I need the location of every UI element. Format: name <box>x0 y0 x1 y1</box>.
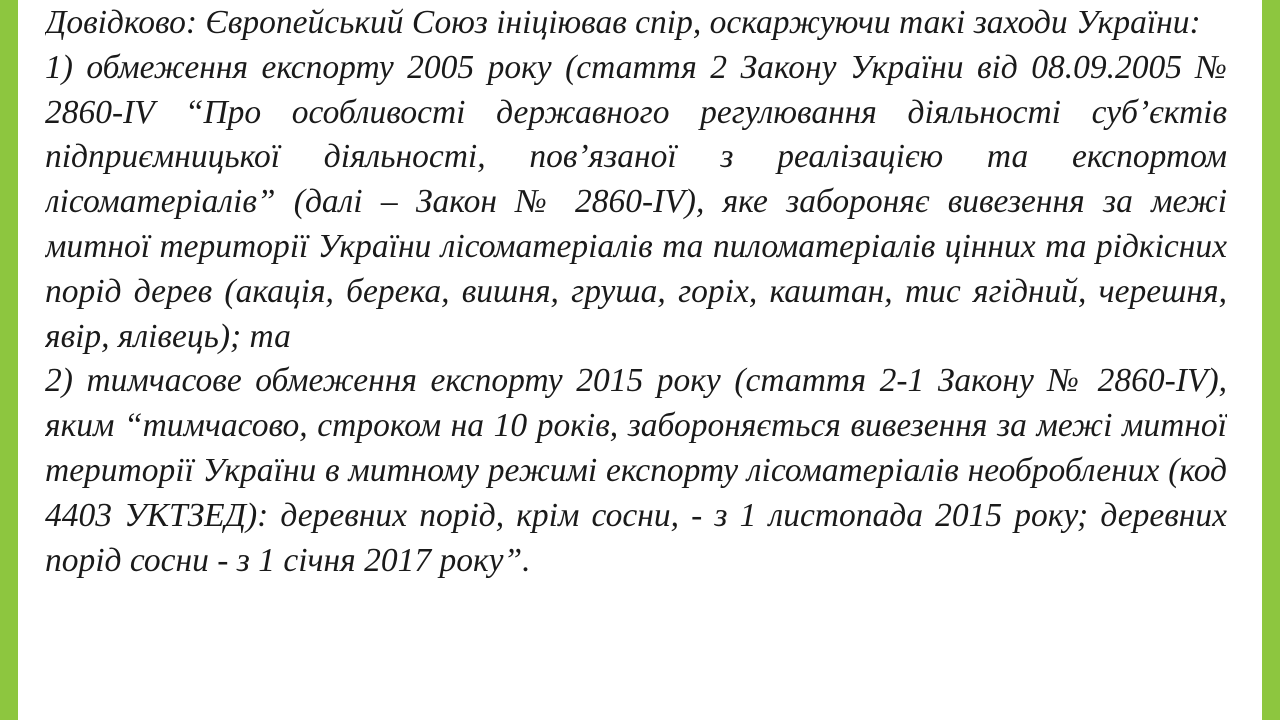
measure-1-paragraph: 1) обмеження експорту 2005 року (стаття 2 Закону України від 08.09.2005 № 2860-IV “Про особливості державного регулювання діяльності суб’єктів підприємницької діяльності, пов’язаної з реалізацією та експортом лісоматеріалів” (далі – Закон № 2860-IV), яке забороняє вивезення за межі митної території України лісоматеріалів та пиломатеріалів цінних та рідкісних порід дерев (акація, берека, вишня, груша, горіх, каштан, тис ягідний, черешня, явір, ялівець); та <box>45 48 1227 355</box>
left-accent-bar <box>0 0 18 720</box>
intro-paragraph: Довідково: Європейський Союз ініціював спір, оскаржуючи такі заходи України: <box>45 4 1201 41</box>
right-accent-bar <box>1262 0 1280 720</box>
slide-text-body <box>45 0 1227 720</box>
measure-2-paragraph: 2) тимчасове обмеження експорту 2015 року (стаття 2-1 Закону № 2860-IV), яким “тимчасово, строком на 10 років, забороняється вивезення за межі митної території України в митному режимі експорту лісоматеріалів необроблених (код 4403 УКТЗЕД): деревних порід, крім сосни, - з 1 листопада 2015 року; деревних порід сосни - з 1 січня 2017 року”. <box>45 362 1227 579</box>
